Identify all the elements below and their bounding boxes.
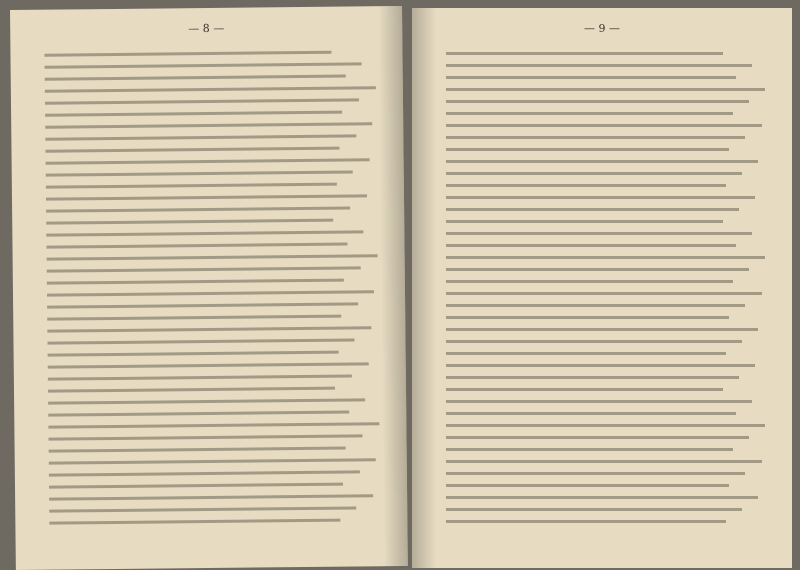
text-line-placeholder	[446, 412, 736, 415]
text-line-placeholder	[446, 400, 752, 403]
left-page-number: — 8 —	[188, 21, 225, 36]
text-line-placeholder	[446, 196, 755, 199]
text-line-placeholder	[46, 243, 347, 249]
text-line-placeholder	[48, 374, 352, 380]
text-line-placeholder	[47, 279, 344, 285]
text-line-placeholder	[45, 122, 372, 128]
text-line-placeholder	[49, 483, 343, 489]
text-line-placeholder	[446, 340, 742, 343]
text-line-placeholder	[49, 458, 376, 464]
text-line-placeholder	[49, 470, 360, 476]
text-line-placeholder	[446, 364, 755, 367]
text-line-placeholder	[48, 362, 369, 368]
text-line-placeholder	[446, 76, 736, 79]
text-line-placeholder	[446, 316, 729, 319]
text-line-placeholder	[446, 148, 729, 151]
text-line-placeholder	[446, 376, 739, 379]
text-line-placeholder	[446, 124, 762, 127]
text-line-placeholder	[446, 328, 758, 331]
text-line-placeholder	[446, 160, 758, 163]
text-line-placeholder	[46, 158, 370, 164]
text-line-placeholder	[46, 230, 363, 236]
right-page-text-placeholder	[446, 52, 768, 568]
text-line-placeholder	[47, 290, 374, 296]
text-line-placeholder	[446, 184, 726, 187]
text-line-placeholder	[446, 256, 765, 259]
text-line-placeholder	[48, 422, 379, 428]
text-line-placeholder	[446, 436, 749, 439]
text-line-placeholder	[446, 172, 742, 175]
text-line-placeholder	[46, 183, 337, 189]
text-line-placeholder	[446, 52, 723, 55]
text-line-placeholder	[45, 147, 339, 153]
text-line-placeholder	[446, 268, 749, 271]
text-line-placeholder	[446, 424, 765, 427]
text-line-placeholder	[446, 520, 726, 523]
text-line-placeholder	[45, 98, 359, 104]
text-line-placeholder	[446, 448, 733, 451]
text-line-placeholder	[446, 136, 745, 139]
text-line-placeholder	[446, 460, 762, 463]
text-line-placeholder	[49, 506, 356, 512]
text-line-placeholder	[446, 64, 752, 67]
text-line-placeholder	[446, 244, 736, 247]
text-line-placeholder	[446, 472, 745, 475]
text-line-placeholder	[48, 387, 335, 393]
right-page-number: — 9 —	[584, 22, 620, 35]
text-line-placeholder	[49, 494, 373, 500]
right-page	[412, 8, 792, 568]
text-line-placeholder	[446, 388, 723, 391]
text-line-placeholder	[44, 51, 331, 57]
text-line-placeholder	[47, 254, 378, 260]
text-line-placeholder	[45, 134, 356, 140]
text-line-placeholder	[48, 351, 339, 357]
text-line-placeholder	[46, 219, 333, 225]
text-line-placeholder	[446, 280, 733, 283]
text-line-placeholder	[49, 519, 340, 525]
text-line-placeholder	[46, 170, 353, 176]
text-line-placeholder	[446, 292, 762, 295]
text-line-placeholder	[446, 352, 726, 355]
text-line-placeholder	[446, 304, 745, 307]
text-line-placeholder	[47, 302, 358, 308]
text-line-placeholder	[446, 484, 729, 487]
text-line-placeholder	[45, 75, 346, 81]
text-line-placeholder	[46, 194, 367, 200]
text-line-placeholder	[446, 232, 752, 235]
text-line-placeholder	[45, 111, 342, 117]
left-page-text-placeholder	[44, 50, 383, 569]
text-line-placeholder	[446, 88, 765, 91]
text-line-placeholder	[47, 326, 371, 332]
text-line-placeholder	[47, 338, 354, 344]
text-line-placeholder	[446, 100, 749, 103]
text-line-placeholder	[48, 434, 362, 440]
left-page	[10, 6, 408, 570]
right-gutter-shade	[412, 8, 436, 568]
text-line-placeholder	[45, 86, 376, 92]
text-line-placeholder	[49, 447, 346, 453]
text-line-placeholder	[446, 208, 739, 211]
text-line-placeholder	[45, 62, 362, 68]
text-line-placeholder	[48, 411, 349, 417]
text-line-placeholder	[48, 398, 365, 404]
text-line-placeholder	[47, 315, 341, 321]
text-line-placeholder	[446, 220, 723, 223]
text-line-placeholder	[446, 112, 733, 115]
text-line-placeholder	[47, 266, 361, 272]
text-line-placeholder	[446, 496, 758, 499]
text-line-placeholder	[46, 207, 350, 213]
text-line-placeholder	[446, 508, 742, 511]
